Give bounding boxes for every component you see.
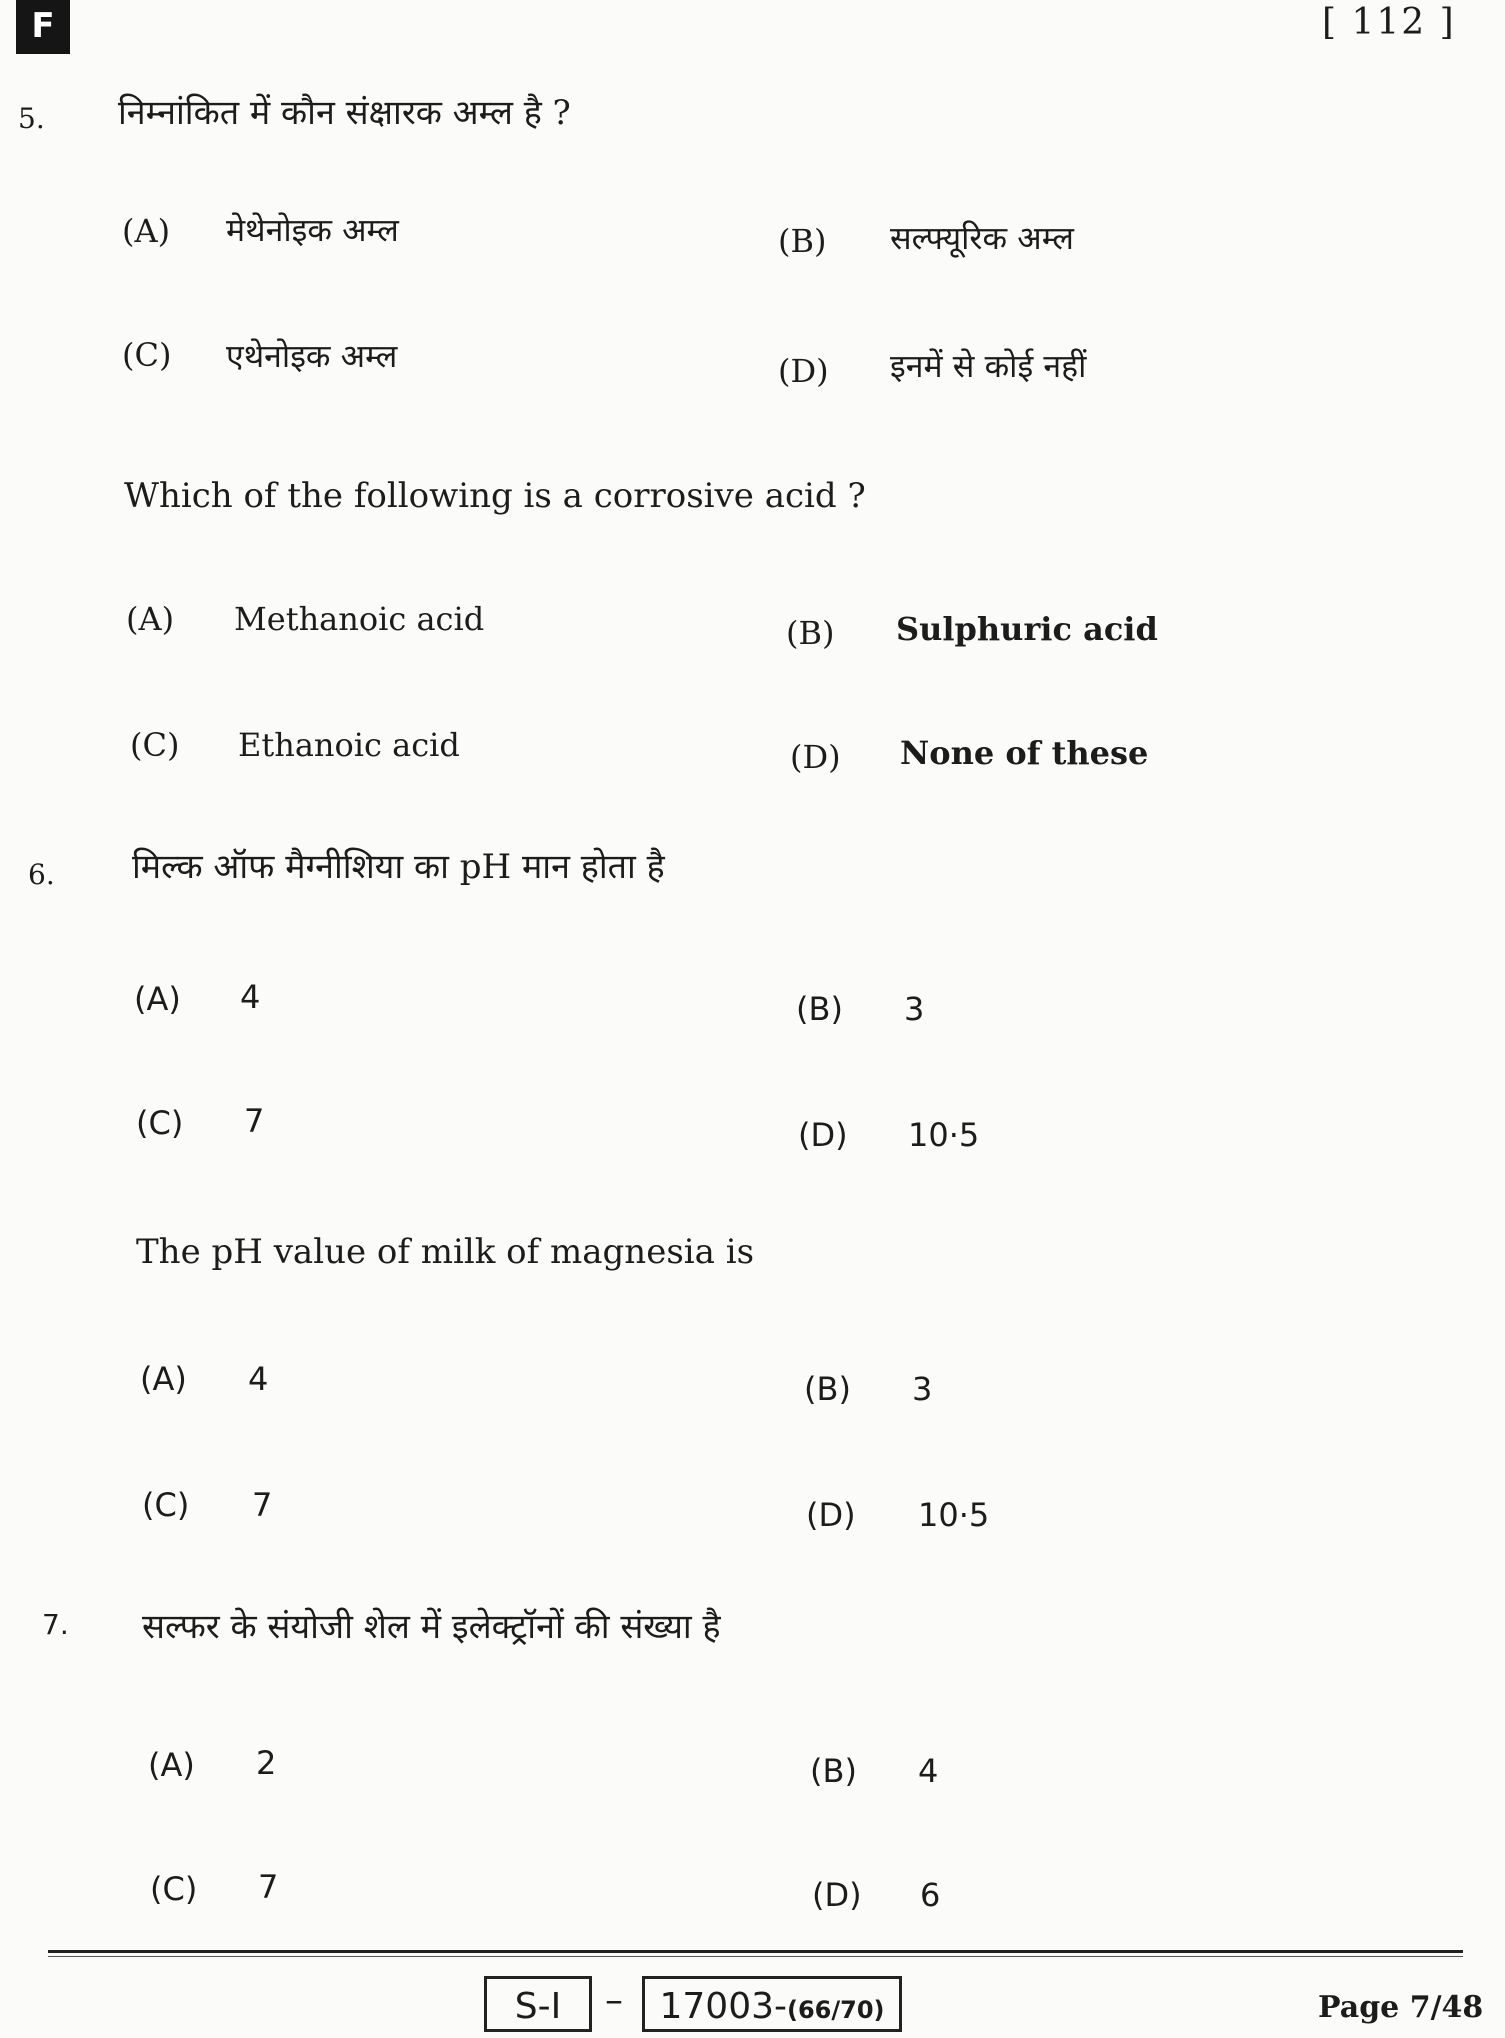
- question-stem-hindi: सल्फर के संयोजी शेल में इलेक्ट्रॉनों की संख्या है: [142, 1607, 721, 1647]
- option-label: (D): [790, 738, 841, 776]
- page-code: [ 112 ]: [1322, 2, 1456, 43]
- option-label: (C): [150, 1870, 198, 1908]
- option-text: 10·5: [908, 1116, 980, 1154]
- option-label: (B): [778, 222, 827, 260]
- option-text: एथेनोइक अम्ल: [226, 337, 398, 375]
- set-badge: F: [16, 0, 70, 54]
- option-text: Sulphuric acid: [896, 610, 1158, 648]
- option-text: 6: [920, 1876, 941, 1914]
- option-text: 2: [256, 1744, 277, 1782]
- paper-code-suffix: (66/70): [787, 1996, 885, 2024]
- option-text: सल्फ्यूरिक अम्ल: [890, 219, 1074, 257]
- footer-rule-thin: [48, 1956, 1463, 1957]
- series-box: [484, 1976, 592, 2032]
- option-text: 4: [918, 1752, 939, 1790]
- question-number: 6.: [28, 858, 55, 891]
- option-label: (A): [134, 980, 181, 1018]
- paper-code-box: [642, 1976, 902, 2032]
- option-label: (D): [806, 1496, 856, 1534]
- option-text: 7: [258, 1868, 279, 1906]
- question-stem-hindi: निम्नांकित में कौन संक्षारक अम्ल है ?: [118, 93, 571, 133]
- option-label: (B): [804, 1370, 851, 1408]
- option-label: (C): [142, 1486, 190, 1524]
- option-label: (A): [148, 1746, 195, 1784]
- option-text: 7: [252, 1486, 273, 1524]
- option-label: (B): [796, 990, 843, 1028]
- question-stem-english: Which of the following is a corrosive acid ?: [124, 476, 866, 516]
- option-label: (D): [778, 352, 829, 390]
- option-label: (C): [122, 336, 172, 374]
- option-text: इनमें से कोई नहीं: [890, 347, 1087, 385]
- option-text: 3: [904, 990, 925, 1028]
- footer-dash: –: [605, 1980, 623, 2021]
- option-text: 10·5: [918, 1496, 990, 1534]
- question-stem-english: The pH value of milk of magnesia is: [136, 1232, 755, 1272]
- option-text: None of these: [900, 734, 1149, 772]
- series-code: S-I: [514, 1986, 562, 2027]
- option-text: 4: [248, 1360, 269, 1398]
- question-number: 7.: [42, 1608, 69, 1641]
- option-text: मेथेनोइक अम्ल: [226, 211, 399, 249]
- option-text: Ethanoic acid: [238, 726, 460, 764]
- footer-rule: [48, 1950, 1463, 1953]
- option-label: (D): [798, 1116, 848, 1154]
- question-number: 5.: [18, 102, 45, 135]
- option-label: (B): [786, 614, 835, 652]
- option-label: (A): [126, 600, 175, 638]
- option-label: (B): [810, 1752, 857, 1790]
- option-text: 3: [912, 1370, 933, 1408]
- option-text: Methanoic acid: [234, 600, 485, 638]
- option-label: (C): [130, 726, 180, 764]
- option-text: 4: [240, 978, 261, 1016]
- option-label: (A): [122, 212, 171, 250]
- option-text: 7: [244, 1102, 265, 1140]
- option-label: (D): [812, 1876, 862, 1914]
- option-label: (A): [140, 1360, 187, 1398]
- paper-code: 17003-: [659, 1986, 787, 2027]
- question-stem-hindi: मिल्क ऑफ मैग्नीशिया का pH मान होता है: [132, 847, 665, 887]
- page-number: Page 7/48: [1318, 1990, 1484, 2025]
- option-label: (C): [136, 1104, 184, 1142]
